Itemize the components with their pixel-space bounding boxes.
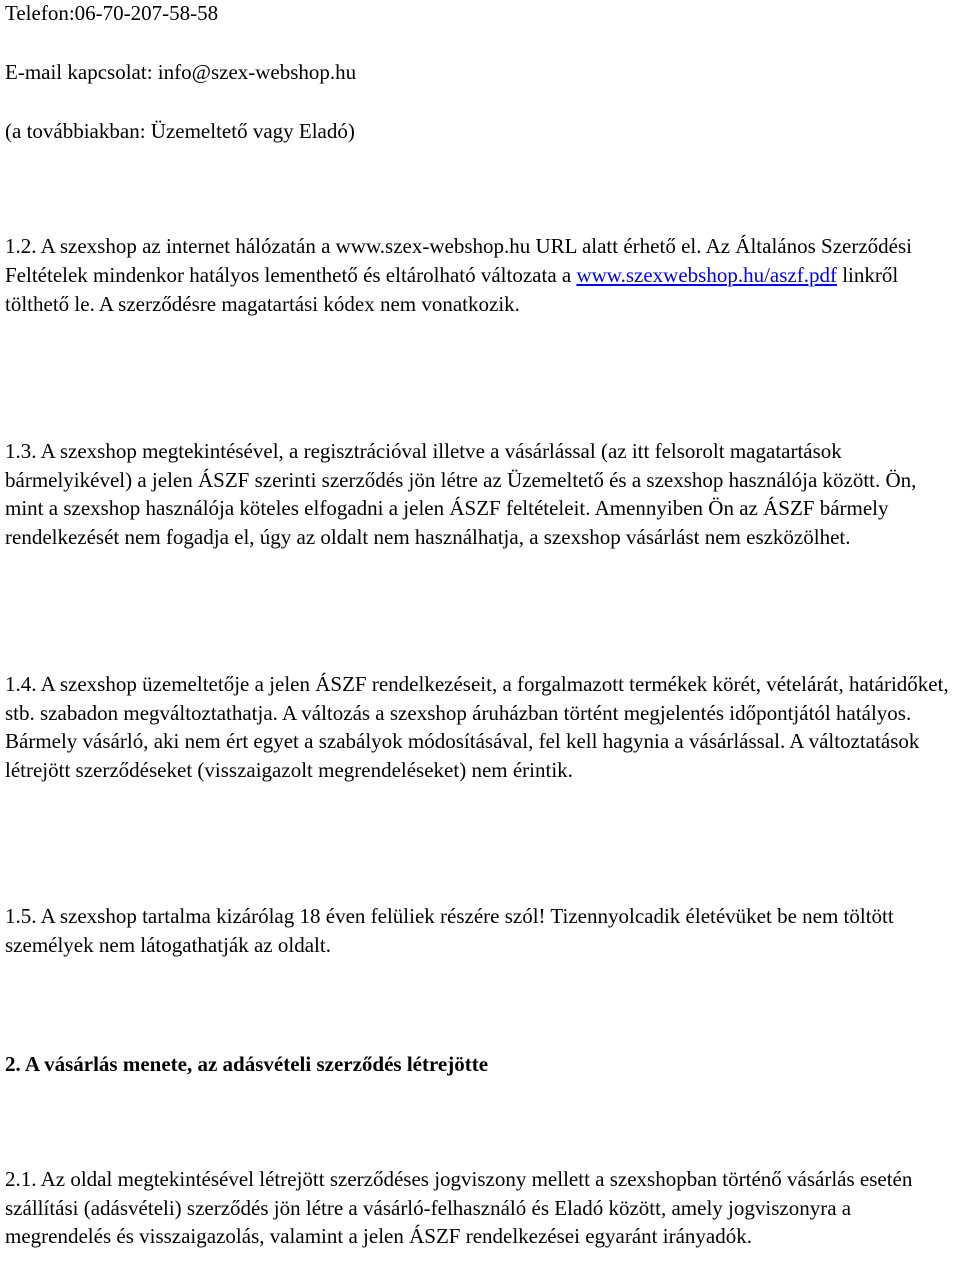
operator-alias: (a továbbiakban: Üzemeltető vagy Eladó) bbox=[5, 119, 355, 143]
contact-email: E-mail kapcsolat: info@szex-webshop.hu bbox=[5, 60, 357, 84]
section-2-heading: 2. A vásárlás menete, az adásvételi szerződés létrejötte bbox=[5, 1052, 489, 1076]
paragraph-1-2-text-end: linkről tölthető le. A szerződésre magatartási kódex nem vonatkozik. bbox=[5, 263, 899, 316]
contact-phone: Telefon:06-70-207-58-58 bbox=[5, 1, 219, 25]
aszf-pdf-link[interactable]: www.szexwebshop.hu/aszf.pdf bbox=[576, 263, 837, 287]
paragraph-1-4: 1.4. A szexshop üzemeltetője a jelen ÁSZF rendelkezéseit, a forgalmazott termékek körét, vételárát, határidőket, stb. szabadon megváltoztathatja. A változás a szexshop áruházban történt megjelentés időpontjától hatályos. Bármely vásárló, aki nem ért egyet a szabályok módosításával, fel kell hagynia a vásárlással. A változtatások létrejött szerződéseket (visszaigazolt megrendeléseket) nem érintik. bbox=[5, 672, 949, 782]
paragraph-2-1: 2.1. Az oldal megtekintésével létrejött szerződéses jogviszony mellett a szexshopban történő vásárlás esetén szállítási (adásvételi) szerződés jön létre a vásárló-felhasználó és Eladó között, amely jogviszonyra a megrendelés és visszaigazolás, valamint a jelen ÁSZF rendelkezései egyaránt irányadók. bbox=[5, 1167, 913, 1248]
paragraph-1-2-text-start: 1.2. A szexshop az internet hálózatán a www.szex-webshop.hu URL alatt érhető el. Az Általános Szerződési Feltételek mindenkor hatályos lementhető és eltárolható változata a bbox=[5, 234, 912, 287]
paragraph-1-3: 1.3. A szexshop megtekintésével, a regisztrációval illetve a vásárlással (az itt felsorolt magatartások bármelyikével) a jelen ÁSZF szerinti szerződés jön létre az Üzemeltető és a szexshop használója között. Ön, mint a szexshop használója köteles elfogadni a jelen ÁSZF feltételeit. Amennyiben Ön az ÁSZF bármely rendelkezését nem fogadja el, úgy az oldalt nem használhatja, a szexshop vásárlást nem eszközölhet. bbox=[5, 439, 917, 549]
paragraph-1-2 bbox=[5, 232, 957, 319]
paragraph-1-5: 1.5. A szexshop tartalma kizárólag 18 éven felüliek részére szól! Tizennyolcadik életévüket be nem töltött személyek nem látogathatják az oldalt. bbox=[5, 904, 894, 957]
